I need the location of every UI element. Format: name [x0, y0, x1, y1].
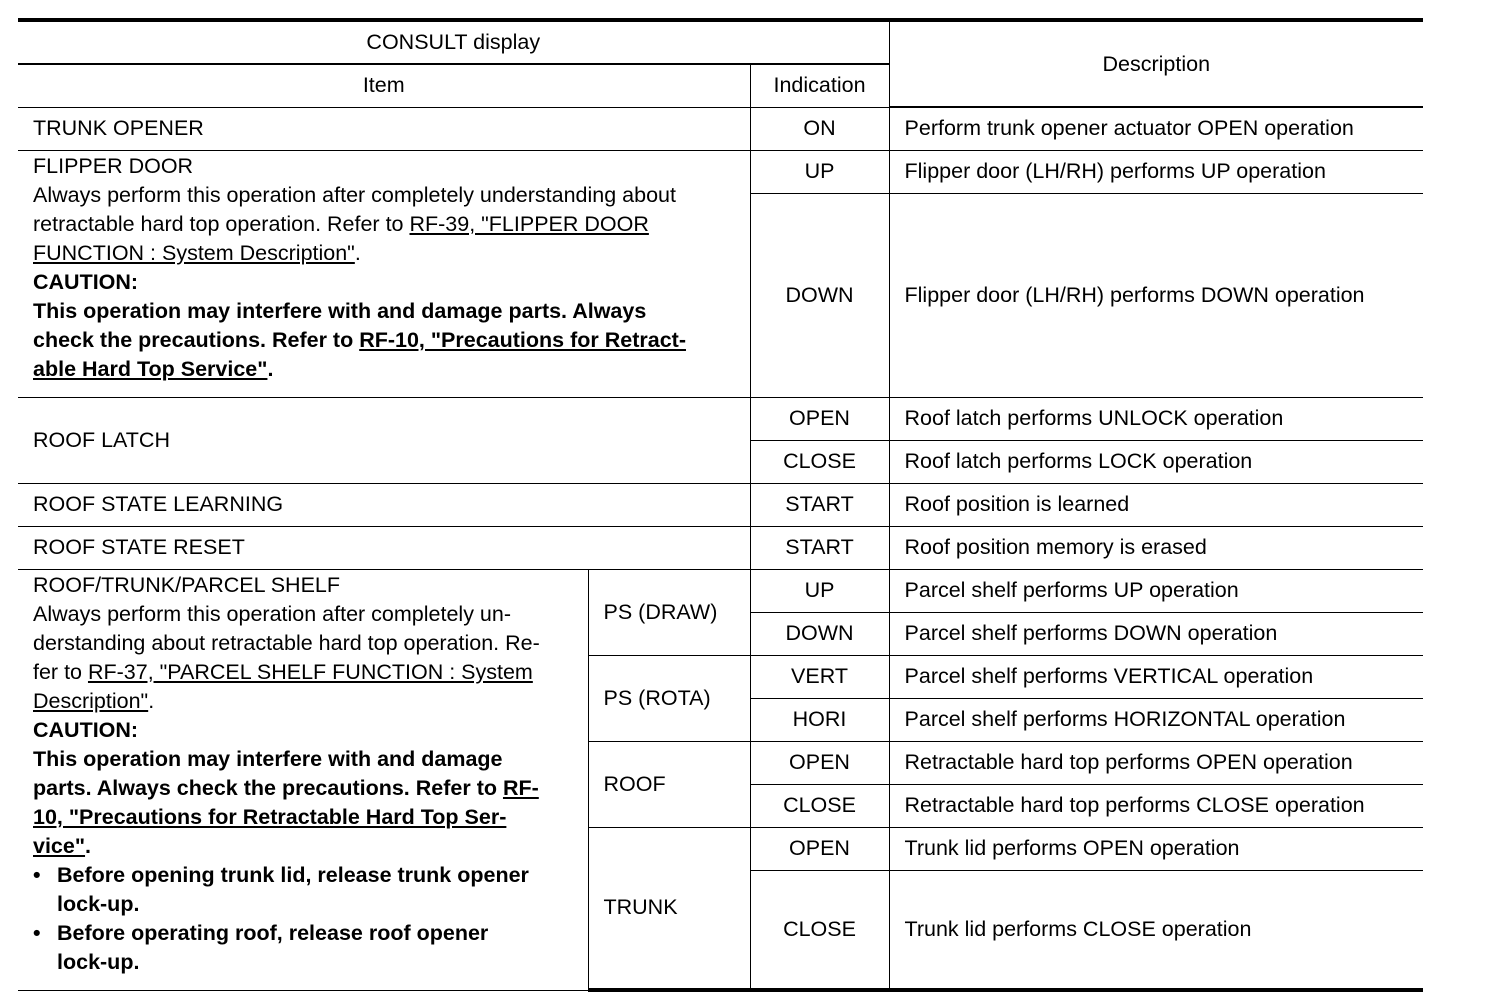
- caution-text: [33, 774, 588, 803]
- sub-item-roof: ROOF: [588, 741, 750, 827]
- indication-cell: UP: [750, 150, 889, 193]
- description-cell: Roof latch performs UNLOCK operation: [889, 397, 1423, 440]
- description-cell: Flipper door (LH/RH) performs UP operation: [889, 150, 1423, 193]
- bullet-icon: •: [33, 862, 41, 887]
- caution-label: CAUTION:: [33, 717, 139, 742]
- item-flipper-door: [18, 150, 750, 397]
- header-description: Description: [889, 20, 1423, 107]
- caution-text: [33, 326, 750, 355]
- indication-cell: ON: [750, 107, 889, 150]
- bullet-text: Before operating roof, release roof opener: [57, 920, 489, 945]
- note-text: [33, 658, 588, 687]
- ref-link-rf10-cont[interactable]: vice": [33, 833, 86, 858]
- table-row: [18, 526, 1423, 569]
- indication-cell: START: [750, 483, 889, 526]
- note-text-part: .: [354, 240, 361, 265]
- sub-item-ps-draw: PS (DRAW): [588, 569, 750, 655]
- caution-text-part: parts. Always check the precautions. Refer to: [33, 775, 503, 800]
- note-text: Always perform this operation after completely un-: [33, 601, 511, 626]
- caution-text-part: .: [85, 833, 92, 858]
- indication-cell: DOWN: [750, 193, 889, 397]
- caution-text: [33, 832, 588, 861]
- note-text: Always perform this operation after completely understanding about: [33, 182, 676, 207]
- note-text-part: .: [148, 688, 155, 713]
- item-roof-latch: ROOF LATCH: [18, 397, 750, 483]
- description-cell: Flipper door (LH/RH) performs DOWN operation: [889, 193, 1423, 397]
- sub-item-ps-rota: PS (ROTA): [588, 655, 750, 741]
- item-roof-state-reset: ROOF STATE RESET: [18, 526, 750, 569]
- item-trunk-opener: TRUNK OPENER: [18, 107, 750, 150]
- ref-link-rf10-cont[interactable]: 10, "Precautions for Retractable Hard Top Ser-: [33, 804, 507, 829]
- sub-item-trunk: TRUNK: [588, 827, 750, 990]
- caution-text-part: .: [267, 356, 274, 381]
- table-row: [18, 483, 1423, 526]
- caution-text: This operation may interfere with and damage: [33, 746, 503, 771]
- ref-link-rf37[interactable]: RF-37, "PARCEL SHELF FUNCTION : System: [87, 659, 533, 684]
- bullet-item: [33, 919, 588, 977]
- caution-text-part: check the precautions. Refer to: [33, 327, 360, 352]
- description-cell: Parcel shelf performs DOWN operation: [889, 612, 1423, 655]
- indication-cell: OPEN: [750, 827, 889, 870]
- indication-cell: HORI: [750, 698, 889, 741]
- note-text: [33, 210, 750, 239]
- ref-link-rf39[interactable]: RF-39, "FLIPPER DOOR: [409, 211, 649, 236]
- indication-cell: CLOSE: [750, 440, 889, 483]
- description-cell: Retractable hard top performs OPEN operation: [889, 741, 1423, 784]
- header-consult-display: CONSULT display: [18, 20, 889, 64]
- description-cell: Roof latch performs LOCK operation: [889, 440, 1423, 483]
- caution-text: This operation may interfere with and damage parts. Always: [33, 298, 647, 323]
- note-text-part: retractable hard top operation. Refer to: [33, 211, 410, 236]
- table-row: [18, 150, 1423, 193]
- indication-cell: OPEN: [750, 397, 889, 440]
- note-text: derstanding about retractable hard top operation. Re-: [33, 630, 540, 655]
- header-indication: Indication: [750, 64, 889, 107]
- description-cell: Parcel shelf performs UP operation: [889, 569, 1423, 612]
- ref-link-rf10[interactable]: RF-: [502, 775, 539, 800]
- bullet-text: lock-up.: [57, 891, 140, 916]
- table-row: [18, 397, 1423, 440]
- item-title: FLIPPER DOOR: [33, 153, 194, 178]
- table-row: [18, 107, 1423, 150]
- ref-link-rf10-cont[interactable]: able Hard Top Service": [33, 356, 268, 381]
- note-text: [33, 687, 588, 716]
- header-row-1: [18, 20, 1423, 64]
- item-title: ROOF/TRUNK/PARCEL SHELF: [33, 572, 341, 597]
- description-cell: Retractable hard top performs CLOSE operation: [889, 784, 1423, 827]
- consult-active-test-table: [18, 18, 1423, 992]
- description-cell: Roof position is learned: [889, 483, 1423, 526]
- indication-cell: CLOSE: [750, 870, 889, 990]
- bullet-icon: •: [33, 920, 41, 945]
- description-cell: Parcel shelf performs HORIZONTAL operation: [889, 698, 1423, 741]
- note-text-part: fer to: [33, 659, 88, 684]
- bullet-item: [33, 861, 588, 919]
- ref-link-rf37-cont[interactable]: Description": [33, 688, 149, 713]
- ref-link-rf10[interactable]: RF-10, "Precautions for Retract-: [359, 327, 686, 352]
- item-roof-trunk-parcel-shelf: [18, 569, 588, 990]
- ref-link-rf39-cont[interactable]: FUNCTION : System Description": [33, 240, 355, 265]
- indication-cell: UP: [750, 569, 889, 612]
- caution-text: [33, 355, 750, 384]
- description-cell: Perform trunk opener actuator OPEN operation: [889, 107, 1423, 150]
- header-item: Item: [18, 64, 750, 107]
- description-cell: Trunk lid performs CLOSE operation: [889, 870, 1423, 990]
- caution-text: [33, 803, 588, 832]
- bullet-text: lock-up.: [57, 949, 140, 974]
- indication-cell: OPEN: [750, 741, 889, 784]
- description-cell: Roof position memory is erased: [889, 526, 1423, 569]
- caution-label: CAUTION:: [33, 269, 139, 294]
- indication-cell: START: [750, 526, 889, 569]
- indication-cell: CLOSE: [750, 784, 889, 827]
- description-cell: Trunk lid performs OPEN operation: [889, 827, 1423, 870]
- indication-cell: DOWN: [750, 612, 889, 655]
- description-cell: Parcel shelf performs VERTICAL operation: [889, 655, 1423, 698]
- note-text: [33, 239, 750, 268]
- indication-cell: VERT: [750, 655, 889, 698]
- bullet-text: Before opening trunk lid, release trunk opener: [57, 862, 529, 887]
- item-roof-state-learning: ROOF STATE LEARNING: [18, 483, 750, 526]
- table-row: [18, 569, 1423, 612]
